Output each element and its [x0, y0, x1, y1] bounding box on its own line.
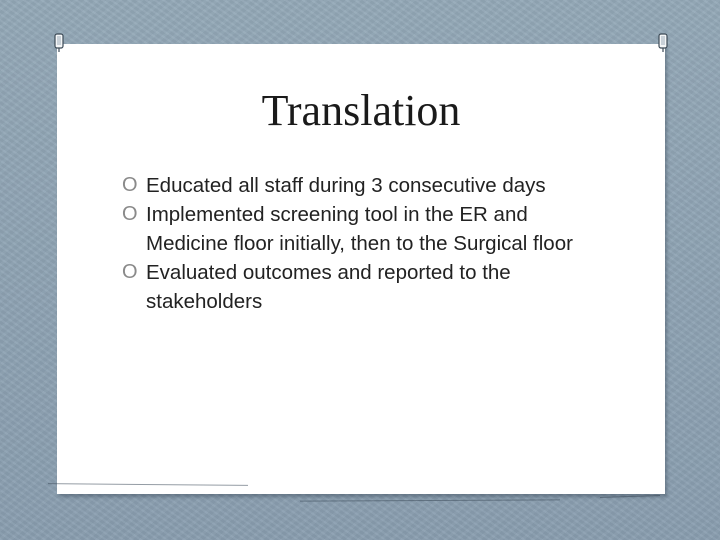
bullet-text: Implemented screening tool in the ER and Medicine floor initially, then to the Surgical floor — [146, 203, 573, 255]
pushpin-left-icon — [52, 33, 66, 53]
bullet-list — [122, 171, 602, 316]
slide-title: Translation — [261, 86, 461, 135]
bullet-text: Evaluated outcomes and reported to the stakeholders — [146, 261, 511, 313]
bullet-marker-icon: O — [122, 261, 138, 283]
bullet-item — [122, 258, 602, 316]
pushpin-right-icon — [656, 33, 670, 53]
bullet-item — [122, 171, 602, 200]
card-edge-scratch — [300, 499, 560, 501]
bullet-text: Educated all staff during 3 consecutive days — [146, 174, 546, 197]
bullet-marker-icon: O — [122, 174, 138, 196]
card-edge-scratch — [600, 495, 660, 498]
bullet-item — [122, 200, 602, 258]
bullet-marker-icon: O — [122, 203, 138, 225]
